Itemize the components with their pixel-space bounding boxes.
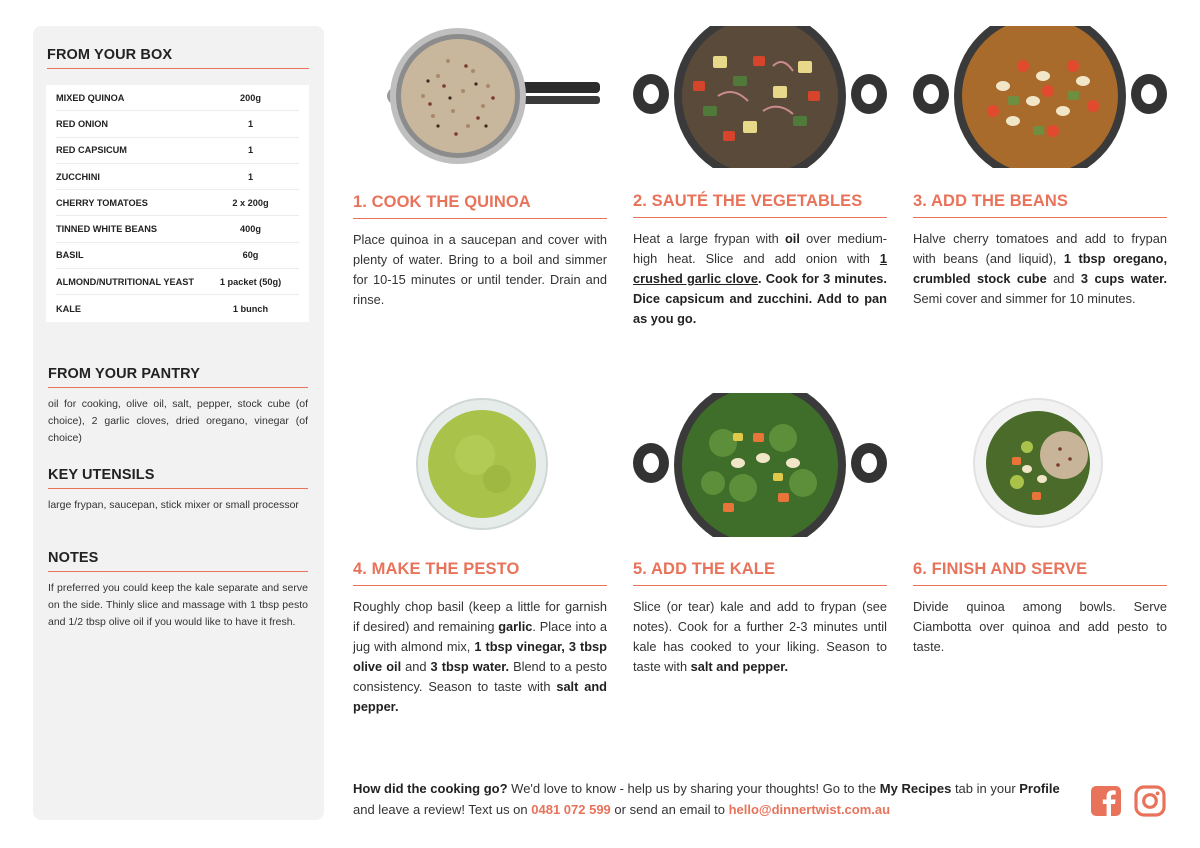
ingredient-name: ZUCCHINI (56, 171, 100, 182)
step-text: Roughly chop basil (keep a little for garnish if desired) and remaining garlic. Place into a jug with almond mix, 1 tbsp vinegar, 3 tbsp olive oil and 3 tbsp water. Blend to a pesto consistency. Season to taste with salt and pepper. (353, 599, 607, 714)
ingredient-qty: 1 (247, 171, 254, 182)
step-5 (633, 560, 887, 677)
phone-link[interactable]: 0481 072 599 (531, 802, 611, 817)
step-title: 6. FINISH AND SERVE (913, 560, 1167, 586)
ingredient-name: TINNED WHITE BEANS (56, 224, 158, 235)
utensils-heading: KEY UTENSILS (48, 467, 308, 489)
ingredient-qty: 1 (247, 145, 254, 156)
ingredient-row (56, 85, 299, 111)
step-title: 5. ADD THE KALE (633, 560, 887, 586)
ingredient-qty: 200g (240, 92, 261, 103)
pantry-text: oil for cooking, olive oil, salt, pepper, stock cube (of choice), 2 garlic cloves, dried oregano, vinegar (of choice) (48, 398, 308, 444)
ingredient-row (56, 243, 299, 269)
finished-bowl-image (972, 397, 1104, 529)
add-beans-pan-image (913, 26, 1167, 168)
pantry-heading: FROM YOUR PANTRY (48, 366, 308, 388)
pesto-bowl-image (415, 397, 549, 531)
step-text: Place quinoa in a saucepan and cover with plenty of water. Bring to a boil and simmer for 10-15 minutes or until tender. Drain and rinse. (353, 232, 607, 307)
ingredient-name: RED ONION (56, 118, 109, 129)
ingredient-qty: 1 packet (50g) (219, 276, 282, 287)
utensils-section (48, 467, 308, 514)
ingredient-qty: 1 bunch (232, 303, 269, 314)
step-text: Heat a large frypan with oil over medium-high heat. Slice and add onion with 1 crushed garlic clove. Cook for 3 minutes. Dice capsicum and zucchini. Add to pan as you go. (633, 231, 887, 326)
facebook-icon[interactable] (1090, 785, 1122, 817)
step-title: 2. SAUTÉ THE VEGETABLES (633, 192, 887, 218)
notes-heading: NOTES (48, 550, 308, 572)
utensils-text: large frypan, saucepan, stick mixer or small processor (48, 499, 299, 511)
add-kale-pan-image (633, 393, 887, 537)
from-your-box-heading: FROM YOUR BOX (47, 47, 309, 69)
step-text: Slice (or tear) kale and add to frypan (see notes). Cook for a further 2-3 minutes until kale has cooked to your liking. Season to taste with salt and pepper. (633, 599, 887, 674)
email-link[interactable]: hello@dinnertwist.com.au (728, 802, 891, 817)
ingredient-qty: 400g (240, 224, 261, 235)
ingredient-row (56, 269, 299, 295)
ingredient-name: KALE (56, 303, 82, 314)
ingredient-qty: 60g (242, 250, 259, 261)
ingredient-row (56, 216, 299, 242)
step-text: Divide quinoa among bowls. Serve Ciambotta over quinoa and add pesto to taste. (913, 599, 1167, 654)
step-4 (353, 560, 607, 717)
step-2 (633, 192, 887, 329)
ingredient-name: RED CAPSICUM (56, 145, 127, 156)
saute-vegetables-pan-image (633, 26, 887, 168)
ingredient-row (56, 138, 299, 164)
ingredient-row (56, 190, 299, 216)
step-text: Halve cherry tomatoes and add to frypan with beans (and liquid), 1 tbsp oregano, crumbled stock cube and 3 cups water. Semi cover and simmer for 10 minutes. (913, 231, 1168, 306)
sidebar (33, 26, 324, 820)
ingredient-row (56, 164, 299, 190)
ingredient-name: MIXED QUINOA (56, 92, 125, 103)
step-3 (913, 192, 1167, 309)
ingredient-name: CHERRY TOMATOES (56, 197, 148, 208)
step-title: 4. MAKE THE PESTO (353, 560, 607, 586)
notes-section (48, 550, 308, 631)
notes-text: If preferred you could keep the kale separate and serve on the side. Thinly slice and massage with 1 tbsp pesto and 1/2 tbsp olive oil if you would like to have it fresh. (48, 582, 308, 628)
ingredient-name: BASIL (56, 250, 84, 261)
ingredient-qty: 2 x 200g (232, 197, 269, 208)
ingredients-table (46, 85, 309, 322)
step-1 (353, 193, 607, 310)
ingredient-name: ALMOND/NUTRITIONAL YEAST (56, 276, 194, 287)
ingredient-row (56, 295, 299, 321)
quinoa-saucepan-image (378, 26, 602, 168)
step-title: 1. COOK THE QUINOA (353, 193, 607, 219)
feedback-footer: How did the cooking go? We'd love to know - help us by sharing your thoughts! Go to the My Recipes tab in your Profile and leave a review! Text us on 0481 072 599 or send an email to hello@dinnertwist.com.au (353, 781, 1060, 817)
instagram-icon[interactable] (1134, 785, 1166, 817)
step-6 (913, 560, 1167, 657)
ingredient-row (56, 111, 299, 137)
ingredient-qty: 1 (247, 118, 254, 129)
step-title: 3. ADD THE BEANS (913, 192, 1167, 218)
pantry-section (48, 366, 308, 447)
